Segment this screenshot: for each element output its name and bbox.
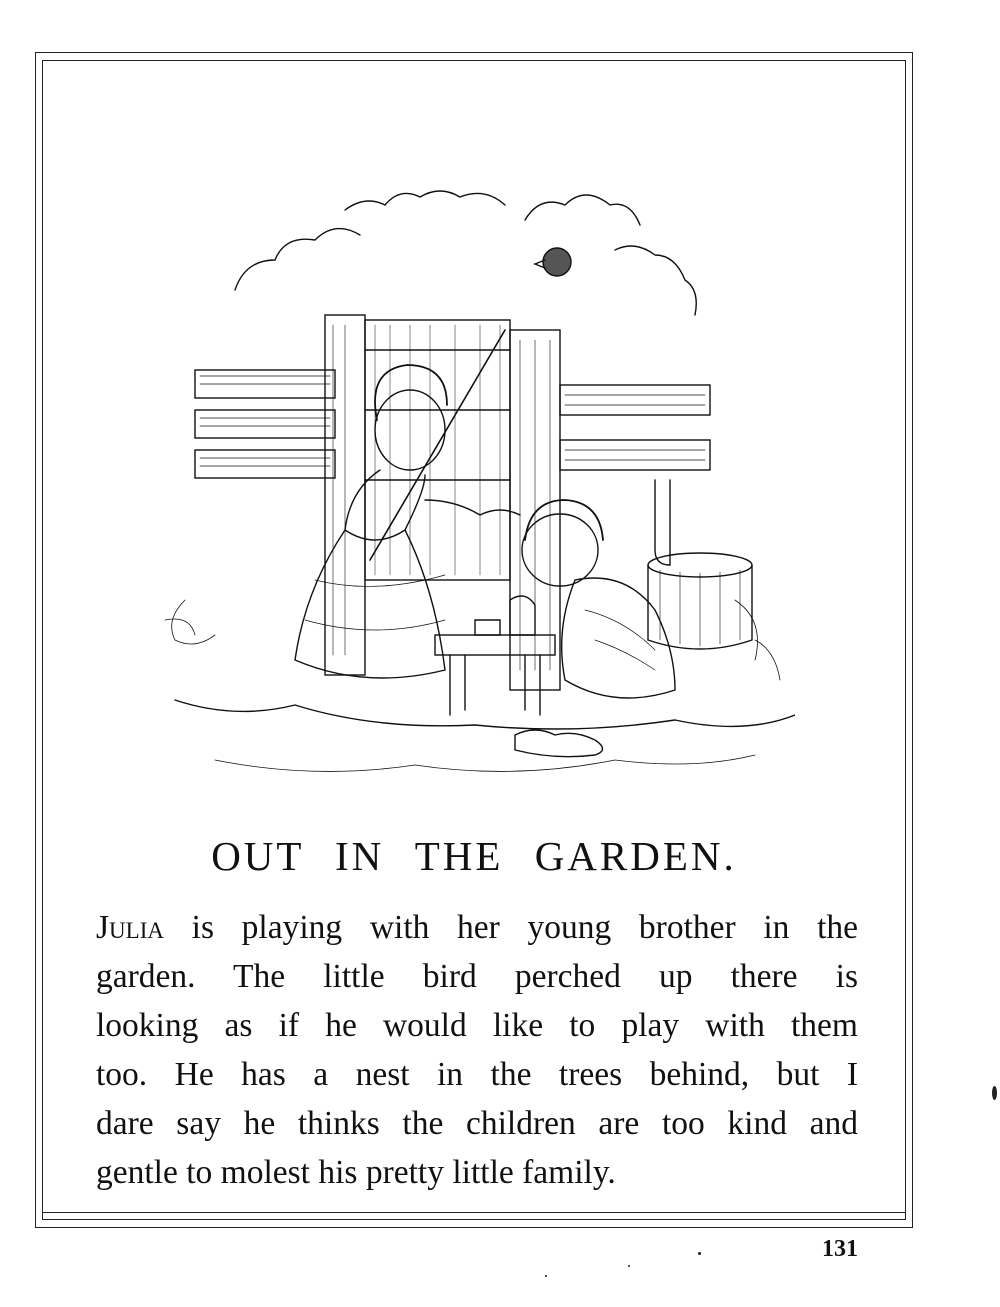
story-line-4: too. He has a nest in the trees behind, but I: [96, 1056, 858, 1093]
story-line-1-text: is playing with her young brother in the: [163, 909, 858, 946]
bird-icon: [543, 248, 571, 276]
scan-speck: [698, 1252, 701, 1255]
ground: [165, 600, 795, 771]
page-title: OUT IN THE GARDEN.: [211, 833, 737, 879]
story-line-5: dare say he thinks the children are too kind and: [96, 1105, 858, 1142]
girl-figure: [295, 365, 520, 678]
story-line-3: looking as if he would like to play with them: [96, 1007, 858, 1044]
fence-left: [195, 370, 335, 478]
foliage-top: [345, 191, 505, 210]
wooden-tub: [648, 480, 752, 649]
page-border-bottom-rule: [42, 1212, 906, 1213]
scan-speck: [992, 1086, 997, 1100]
gate: [325, 315, 560, 690]
story-paragraph: [96, 903, 858, 1197]
page-number: 131: [822, 1236, 858, 1262]
play-table: [435, 596, 555, 715]
story-line-1: [96, 903, 858, 952]
story-line-2: garden. The little bird perched up there is: [96, 958, 858, 995]
garden-illustration: [155, 180, 795, 790]
first-word-initial: J: [96, 909, 110, 946]
fence-right: [560, 385, 710, 470]
boy-figure: [522, 500, 675, 698]
first-word-rest: ulia: [109, 909, 164, 946]
scan-speck: [545, 1275, 547, 1277]
scan-speck: [628, 1265, 630, 1267]
story-line-6: gentle to molest his pretty little family.: [96, 1154, 616, 1191]
